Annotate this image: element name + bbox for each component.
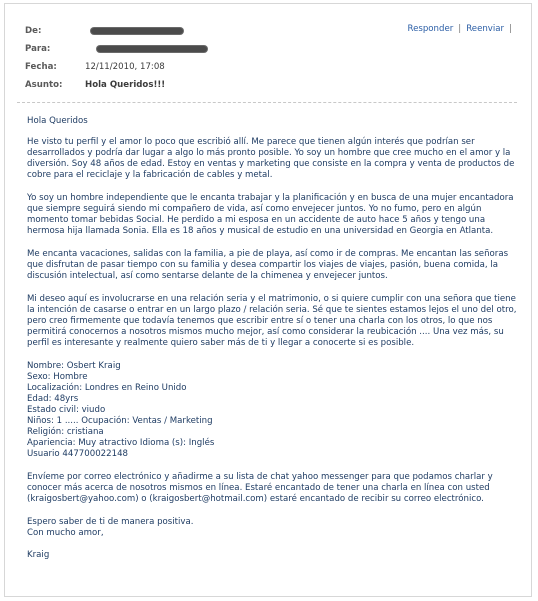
greeting: Hola Queridos: [27, 116, 88, 126]
message-body: [27, 116, 519, 561]
paragraph-intent: Mi deseo aquí es involucrarse en una relación seria y el matrimonio, o si quiere cumplir con una señora que tiene la intención de casarse o entrar en un largo plazo / relación seria. Sé que te sientes estamos lejos el uno del otro, pero creo firmemente que todavía tenemos que escribir entre sí o tener una charla con los otros, lo que nos permitirá conocernos a nosotros mismos mucho mejor, así como considerar la reubicación .... Una vez más, su perfil es interesante y realmente quiero saber más de ti y llegar a conocerte si es posible.: [27, 294, 517, 348]
to-row: [5, 40, 531, 58]
detail-line: Usuario 447700022148: [27, 449, 129, 459]
to-label: Para:: [25, 44, 51, 54]
detail-line: Sexo: Hombre: [27, 372, 88, 382]
email-header: [5, 4, 531, 100]
detail-line: Apariencia: Muy atractivo Idioma (s): Inglés: [27, 438, 215, 448]
signoff: [27, 517, 519, 561]
subject-row: [5, 76, 531, 94]
signoff-line: Espero saber de ti de manera positiva.: [27, 517, 194, 527]
date-label: Fecha:: [25, 62, 57, 72]
detail-line: Estado civil: viudo: [27, 405, 106, 415]
forward-link[interactable]: Reenviar: [466, 24, 505, 34]
detail-line: Localización: Londres en Reino Unido: [27, 383, 187, 393]
detail-line: Edad: 48yrs: [27, 394, 79, 404]
signature: Kraig: [27, 550, 50, 560]
paragraph-intro: He visto tu perfil y el amor lo poco que escribió allí. Me parece que tienen algún interés que podrían ser desarrollados y podría dar lugar a algo lo más pronto posible. Yo soy un hombre que cree mucho en el amor y la diversión. Soy 48 años de edad. Estoy en ventas y marketing que consiste en la compra y venta de productos de cobre para el reciclaje y la fabricación de cables y metal.: [27, 137, 515, 180]
from-redacted: [91, 28, 183, 34]
date-value: 12/11/2010, 17:08: [85, 62, 165, 72]
reply-link[interactable]: Responder: [407, 24, 454, 34]
detail-line: Nombre: Osbert Kraig: [27, 361, 121, 371]
actions-separator: |: [458, 24, 462, 34]
email-window: [4, 3, 532, 597]
subject-label: Asunto:: [25, 80, 63, 90]
paragraph-hobbies: Me encanta vacaciones, salidas con la familia, a pie de playa, así como ir de compras. Me encantan las señoras que disfrutan de pasar tiempo con su familia y desea compartir los viajes de viajes, pasión, buena comida, la discusión intelectual, así como sentarse delante de la chimenea y envejecer juntos.: [27, 249, 509, 281]
detail-line: Religión: cristiana: [27, 427, 104, 437]
actions-separator-trailing: |: [509, 24, 512, 34]
message-actions: [408, 24, 518, 34]
header-divider: [17, 102, 517, 103]
subject-value: Hola Queridos!!!: [85, 80, 166, 90]
from-label: De:: [25, 26, 42, 36]
paragraph-contact: Envíeme por correo electrónico y añadirme a su lista de chat yahoo messenger para que podamos charlar y conocer más acerca de nosotros mismos en línea. Estaré encantado de tener una charla en línea con usted (kraigosbert@yahoo.com) o (kraigosbert@hotmail.com) estaré encantado de recibir su correo electrónico.: [27, 472, 493, 504]
signoff-line: Con mucho amor,: [27, 528, 104, 538]
detail-line: Niños: 1 ..... Ocupación: Ventas / Marketing: [27, 416, 213, 426]
paragraph-about: Yo soy un hombre independiente que le encanta trabajar y la planificación y en busca de una mujer encantadora que siempre seguirá siendo mi compañero de vida, así como envejecer juntos. Yo no fumo, pero en algún momento tomar bebidas Social. He perdido a mi esposa en un accidente de auto hace 5 años y tengo una hermosa hija llamada Sonia. Ella es 18 años y musical de estudio en una universidad en Georgia en Atlanta.: [27, 193, 514, 236]
date-row: [5, 58, 531, 76]
profile-details: [27, 361, 519, 460]
to-redacted: [97, 46, 207, 52]
